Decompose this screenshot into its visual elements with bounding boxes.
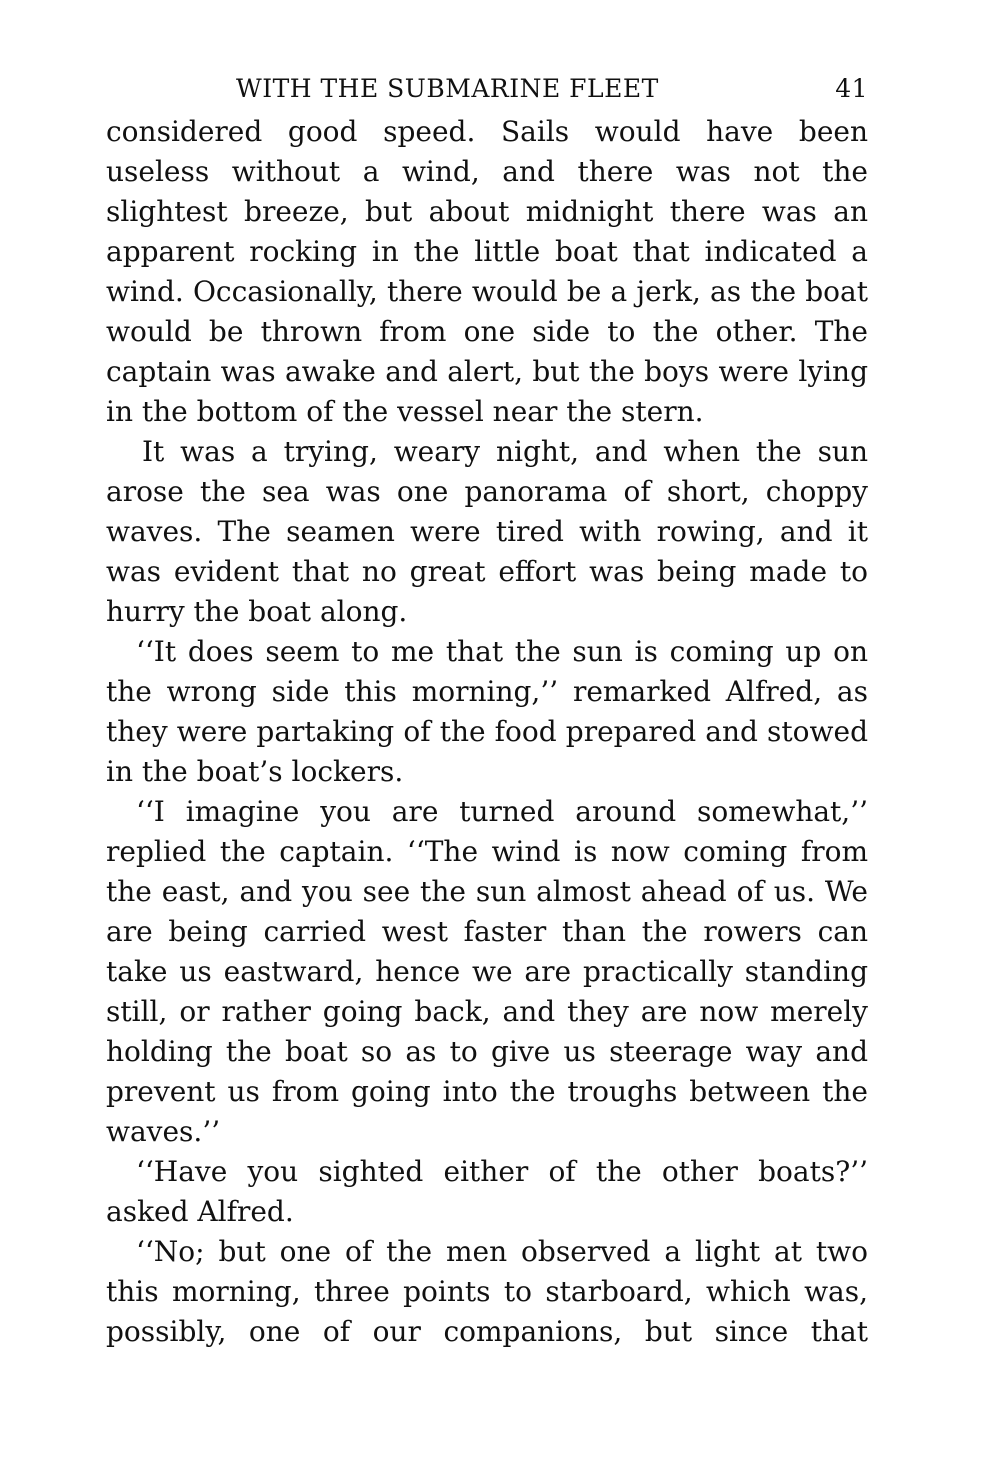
body-text (106, 112, 868, 1352)
book-page (106, 72, 868, 1352)
running-title: WITH THE SUBMARINE FLEET (236, 74, 659, 103)
running-header (106, 72, 868, 112)
page-number: 41 (835, 74, 868, 103)
paragraph-dialogue: ‘‘It does seem to me that the sun is coming up on the wrong side this morning,’’ remarked Alfred, as they were partaking of the food prepared and stowed in the boat’s lockers. (106, 635, 868, 788)
paragraph-dialogue: ‘‘Have you sighted either of the other boats?’’ asked Alfred. (106, 1155, 868, 1228)
paragraph: It was a trying, weary night, and when the sun arose the sea was one panorama of short, choppy waves. The seamen were tired with rowing, and it was evident that no great effort was being made to hurry the boat along. (106, 435, 868, 628)
paragraph-dialogue: ‘‘No; but one of the men observed a light at two this morning, three points to starboard, which was, possibly, one of our companions, but since that (106, 1235, 868, 1348)
paragraph-continued: considered good speed. Sails would have been useless without a wind, and there was not the slightest breeze, but about midnight there was an apparent rocking in the little boat that indicated a wind. Occasionally, there would be a jerk, as the boat would be thrown from one side to the other. The captain was awake and alert, but the boys were lying in the bottom of the vessel near the stern. (106, 115, 868, 428)
paragraph-dialogue: ‘‘I imagine you are turned around somewhat,’’ replied the captain. ‘‘The wind is now coming from the east, and you see the sun almost ahead of us. We are being carried west faster than the rowers can take us eastward, hence we are practically standing still, or rather going back, and they are now merely holding the boat so as to give us steerage way and prevent us from going into the troughs between the waves.’’ (106, 795, 868, 1148)
